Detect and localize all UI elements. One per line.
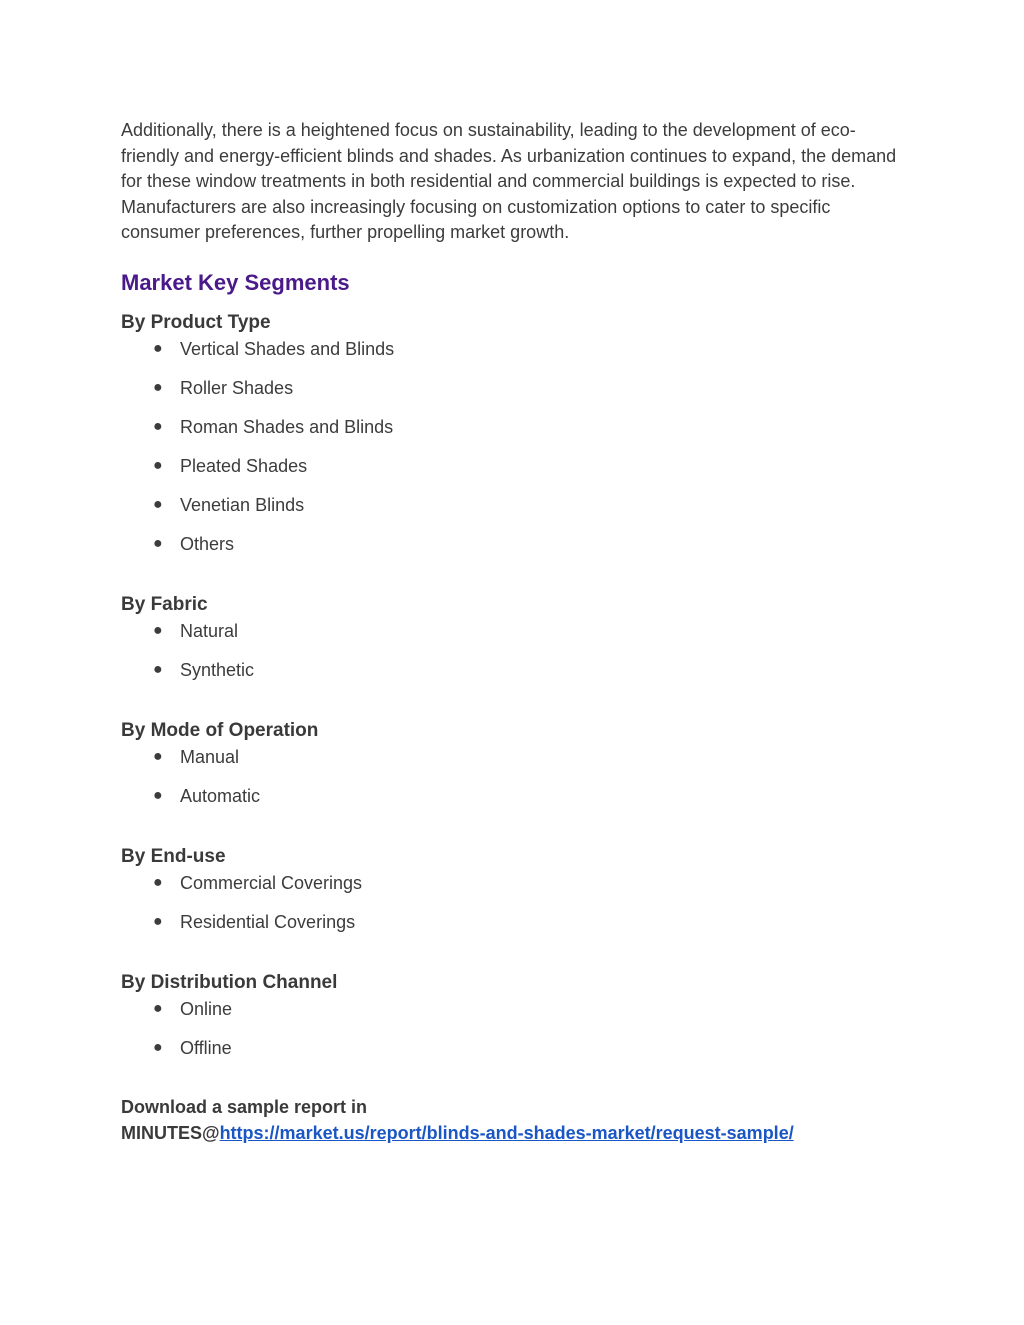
bullet-icon: ● xyxy=(153,339,163,357)
list-item xyxy=(121,1035,911,1074)
bullet-icon: ● xyxy=(153,534,163,552)
bullet-icon: ● xyxy=(153,660,163,678)
list-item-label: Vertical Shades and Blinds xyxy=(180,338,395,359)
segment-title: By Fabric xyxy=(121,593,208,615)
list-item-label: Commercial Coverings xyxy=(180,872,363,893)
segments-container xyxy=(121,310,911,1074)
list-item-label: Automatic xyxy=(180,785,261,806)
list-item-label: Manual xyxy=(180,746,240,767)
segment-section xyxy=(121,592,911,696)
list-item xyxy=(121,996,911,1035)
download-note xyxy=(121,1094,911,1146)
list-item-label: Offline xyxy=(180,1037,232,1058)
segment-section xyxy=(121,970,911,1074)
intro-paragraph: Additionally, there is a heightened focus on sustainability, leading to the development of eco-friendly and energy-efficient blinds and shades. As urbanization continues to expand, the demand for these window treatments in both residential and commercial buildings is expected to rise. Manufacturers are also increasingly focusing on customization options to cater to specific consumer preferences, further propelling market growth. xyxy=(121,120,897,243)
list-item-label: Roman Shades and Blinds xyxy=(180,416,394,437)
list-item xyxy=(121,531,911,570)
list-item xyxy=(121,909,911,948)
bullet-icon: ● xyxy=(153,873,163,891)
bullet-icon: ● xyxy=(153,999,163,1017)
list-item-label: Residential Coverings xyxy=(180,911,356,932)
list-item xyxy=(121,744,911,783)
list-item xyxy=(121,375,911,414)
list-item-label: Roller Shades xyxy=(180,377,294,398)
list-item xyxy=(121,618,911,657)
list-item xyxy=(121,870,911,909)
bullet-icon: ● xyxy=(153,1038,163,1056)
bullet-icon: ● xyxy=(153,417,163,435)
segment-list xyxy=(121,744,911,822)
segment-list xyxy=(121,996,911,1074)
segment-title: By Product Type xyxy=(121,311,271,333)
segment-title: By End-use xyxy=(121,845,226,867)
bullet-icon: ● xyxy=(153,495,163,513)
sample-report-link[interactable]: https://market.us/report/blinds-and-shades-market/request-sample/ xyxy=(219,1122,794,1143)
list-item-label: Natural xyxy=(180,620,239,641)
list-item-label: Others xyxy=(180,533,235,554)
document-page xyxy=(121,118,911,1146)
list-item-label: Synthetic xyxy=(180,659,255,680)
bullet-icon: ● xyxy=(153,456,163,474)
bullet-icon: ● xyxy=(153,912,163,930)
segment-list xyxy=(121,336,911,570)
download-note-prefix: MINUTES@ xyxy=(121,1122,220,1143)
download-note-line1: Download a sample report in xyxy=(121,1096,368,1117)
section-heading: Market Key Segments xyxy=(121,269,350,295)
bullet-icon: ● xyxy=(153,621,163,639)
list-item xyxy=(121,657,911,696)
bullet-icon: ● xyxy=(153,786,163,804)
segment-section xyxy=(121,718,911,822)
segment-list xyxy=(121,618,911,696)
bullet-icon: ● xyxy=(153,378,163,396)
list-item xyxy=(121,783,911,822)
list-item-label: Online xyxy=(180,998,233,1019)
segment-list xyxy=(121,870,911,948)
bullet-icon: ● xyxy=(153,747,163,765)
segment-title: By Mode of Operation xyxy=(121,719,319,741)
list-item-label: Pleated Shades xyxy=(180,455,308,476)
list-item xyxy=(121,453,911,492)
list-item xyxy=(121,492,911,531)
list-item-label: Venetian Blinds xyxy=(180,494,305,515)
list-item xyxy=(121,414,911,453)
segment-title: By Distribution Channel xyxy=(121,971,338,993)
list-item xyxy=(121,336,911,375)
segment-section xyxy=(121,844,911,948)
segment-section xyxy=(121,310,911,570)
